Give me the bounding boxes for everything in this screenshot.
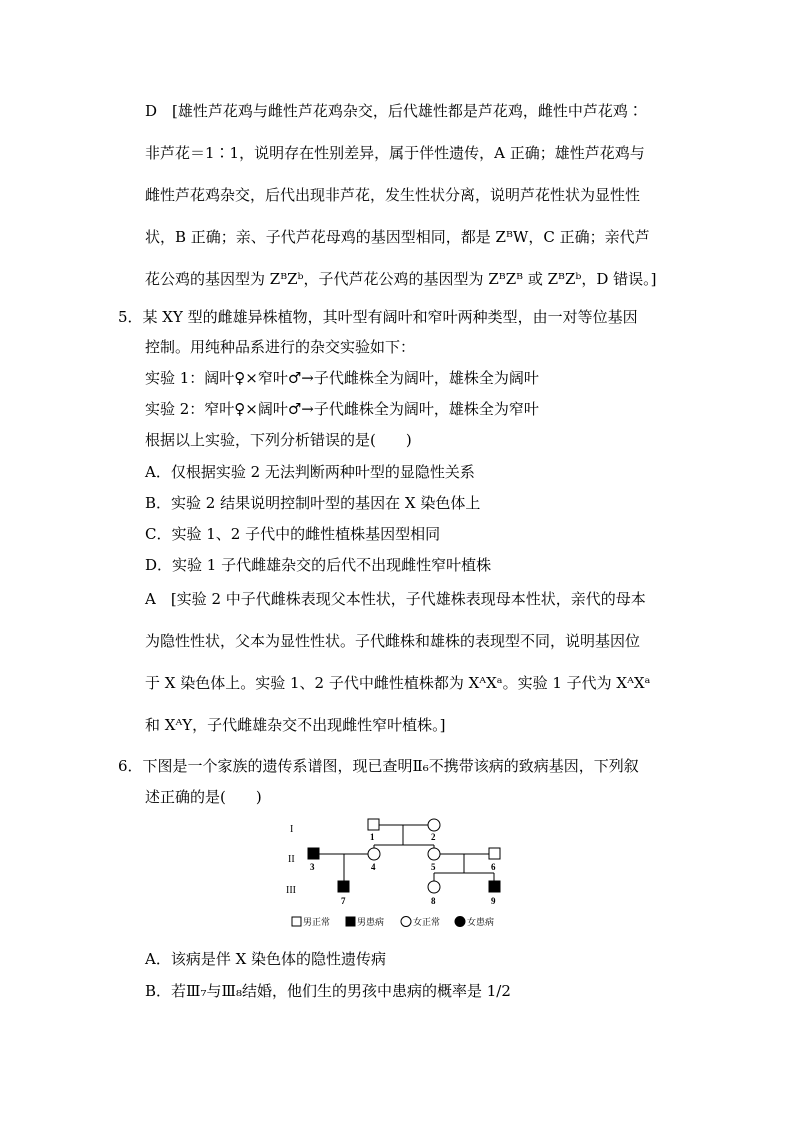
- individual-5-female-normal: [428, 848, 440, 860]
- q4-answer-line-5: 花公鸡的基因型为 ZᴮZᵇ，子代芦花公鸡的基因型为 ZᴮZᴮ 或 ZᴮZᵇ，D 错误。]: [145, 270, 657, 288]
- q5-answer-line-3: 于 X 染色体上。实验 1、2 子代中雌性植株都为 XᴬXᵃ。实验 1 子代为 XᴬXᵃ: [145, 674, 651, 692]
- generation-label-i: I: [290, 824, 294, 835]
- legend-female-normal-symbol: [401, 917, 411, 927]
- q6-option-b: B．若Ⅲ₇与Ⅲ₈结婚，他们生的男孩中患病的概率是 1/2: [145, 982, 511, 1000]
- legend-female-affected-symbol: [455, 917, 465, 927]
- individual-number-2: 2: [431, 832, 436, 842]
- pedigree-diagram: [280, 815, 520, 935]
- generation-label-ii: II: [288, 854, 295, 865]
- legend-male-affected-label: 男患病: [357, 918, 385, 928]
- individual-3-male-affected: [308, 848, 319, 859]
- q5-question: 根据以上实验，下列分析错误的是( ): [145, 431, 412, 449]
- q5-experiment-2: 实验 2：窄叶♀×阔叶♂→子代雌株全为阔叶，雄株全为窄叶: [145, 400, 539, 418]
- q5-stem-line-1: 5．某 XY 型的雌雄异株植物，其叶型有阔叶和窄叶两种类型，由一对等位基因: [118, 308, 638, 326]
- individual-number-8: 8: [431, 896, 436, 906]
- individual-number-1: 1: [370, 832, 375, 842]
- q5-answer-line-1: A [实验 2 中子代雌株表现父本性状，子代雄株表现母本性状，亲代的母本: [145, 590, 646, 608]
- q5-answer-line-2: 为隐性性状，父本为显性性状。子代雌株和雄株的表现型不同，说明基因位: [145, 632, 641, 650]
- individual-number-9: 9: [491, 896, 496, 906]
- individual-number-3: 3: [310, 862, 315, 872]
- legend-male-normal-label: 男正常: [303, 918, 331, 928]
- q6-option-a: A．该病是伴 X 染色体的隐性遗传病: [145, 950, 387, 968]
- individual-number-7: 7: [341, 896, 346, 906]
- legend-female-affected-label: 女患病: [467, 918, 495, 928]
- q5-option-b: B．实验 2 结果说明控制叶型的基因在 X 染色体上: [145, 494, 481, 512]
- individual-1-male-normal: [368, 819, 379, 830]
- legend-male-normal-symbol: [292, 917, 301, 926]
- individual-6-male-normal: [489, 848, 500, 859]
- individual-number-4: 4: [371, 862, 376, 872]
- q5-answer-line-4: 和 XᴬY，子代雌雄杂交不出现雌性窄叶植株。]: [145, 716, 446, 734]
- individual-2-female-normal: [428, 819, 440, 831]
- q6-stem-line-1: 6．下图是一个家族的遗传系谱图，现已查明Ⅱ₆不携带该病的致病基因，下列叙: [118, 757, 639, 775]
- individual-number-5: 5: [431, 862, 436, 872]
- q6-stem-line-2: 述正确的是( ): [145, 788, 262, 806]
- individual-7-male-affected: [338, 881, 349, 892]
- q5-option-c: C．实验 1、2 子代中的雌性植株基因型相同: [145, 525, 441, 543]
- individual-4-female-normal: [368, 848, 380, 860]
- individual-9-male-affected: [489, 881, 500, 892]
- q5-experiment-1: 实验 1：阔叶♀×窄叶♂→子代雌株全为阔叶，雄株全为阔叶: [145, 369, 539, 387]
- generation-label-iii: III: [286, 885, 296, 896]
- q4-answer-line-3: 雌性芦花鸡杂交，后代出现非芦花，发生性状分离，说明芦花性状为显性性: [145, 186, 641, 204]
- individual-8-female-normal: [428, 881, 440, 893]
- individual-number-6: 6: [491, 862, 496, 872]
- legend-female-normal-label: 女正常: [413, 918, 441, 928]
- q5-option-d: D．实验 1 子代雌雄杂交的后代不出现雌性窄叶植株: [145, 556, 492, 574]
- q5-stem-line-2: 控制。用纯种品系进行的杂交实验如下：: [145, 338, 416, 356]
- q4-answer-line-1: D [雄性芦花鸡与雌性芦花鸡杂交，后代雄性都是芦花鸡，雌性中芦花鸡∶: [145, 102, 643, 120]
- q4-answer-line-4: 状，B 正确；亲、子代芦花母鸡的基因型相同，都是 ZᴮW，C 正确；亲代芦: [145, 228, 650, 246]
- q4-answer-line-2: 非芦花＝1∶1，说明存在性别差异，属于伴性遗传，A 正确；雄性芦花鸡与: [145, 144, 645, 162]
- legend-male-affected-symbol: [346, 917, 355, 926]
- q5-option-a: A．仅根据实验 2 无法判断两种叶型的显隐性关系: [145, 463, 475, 481]
